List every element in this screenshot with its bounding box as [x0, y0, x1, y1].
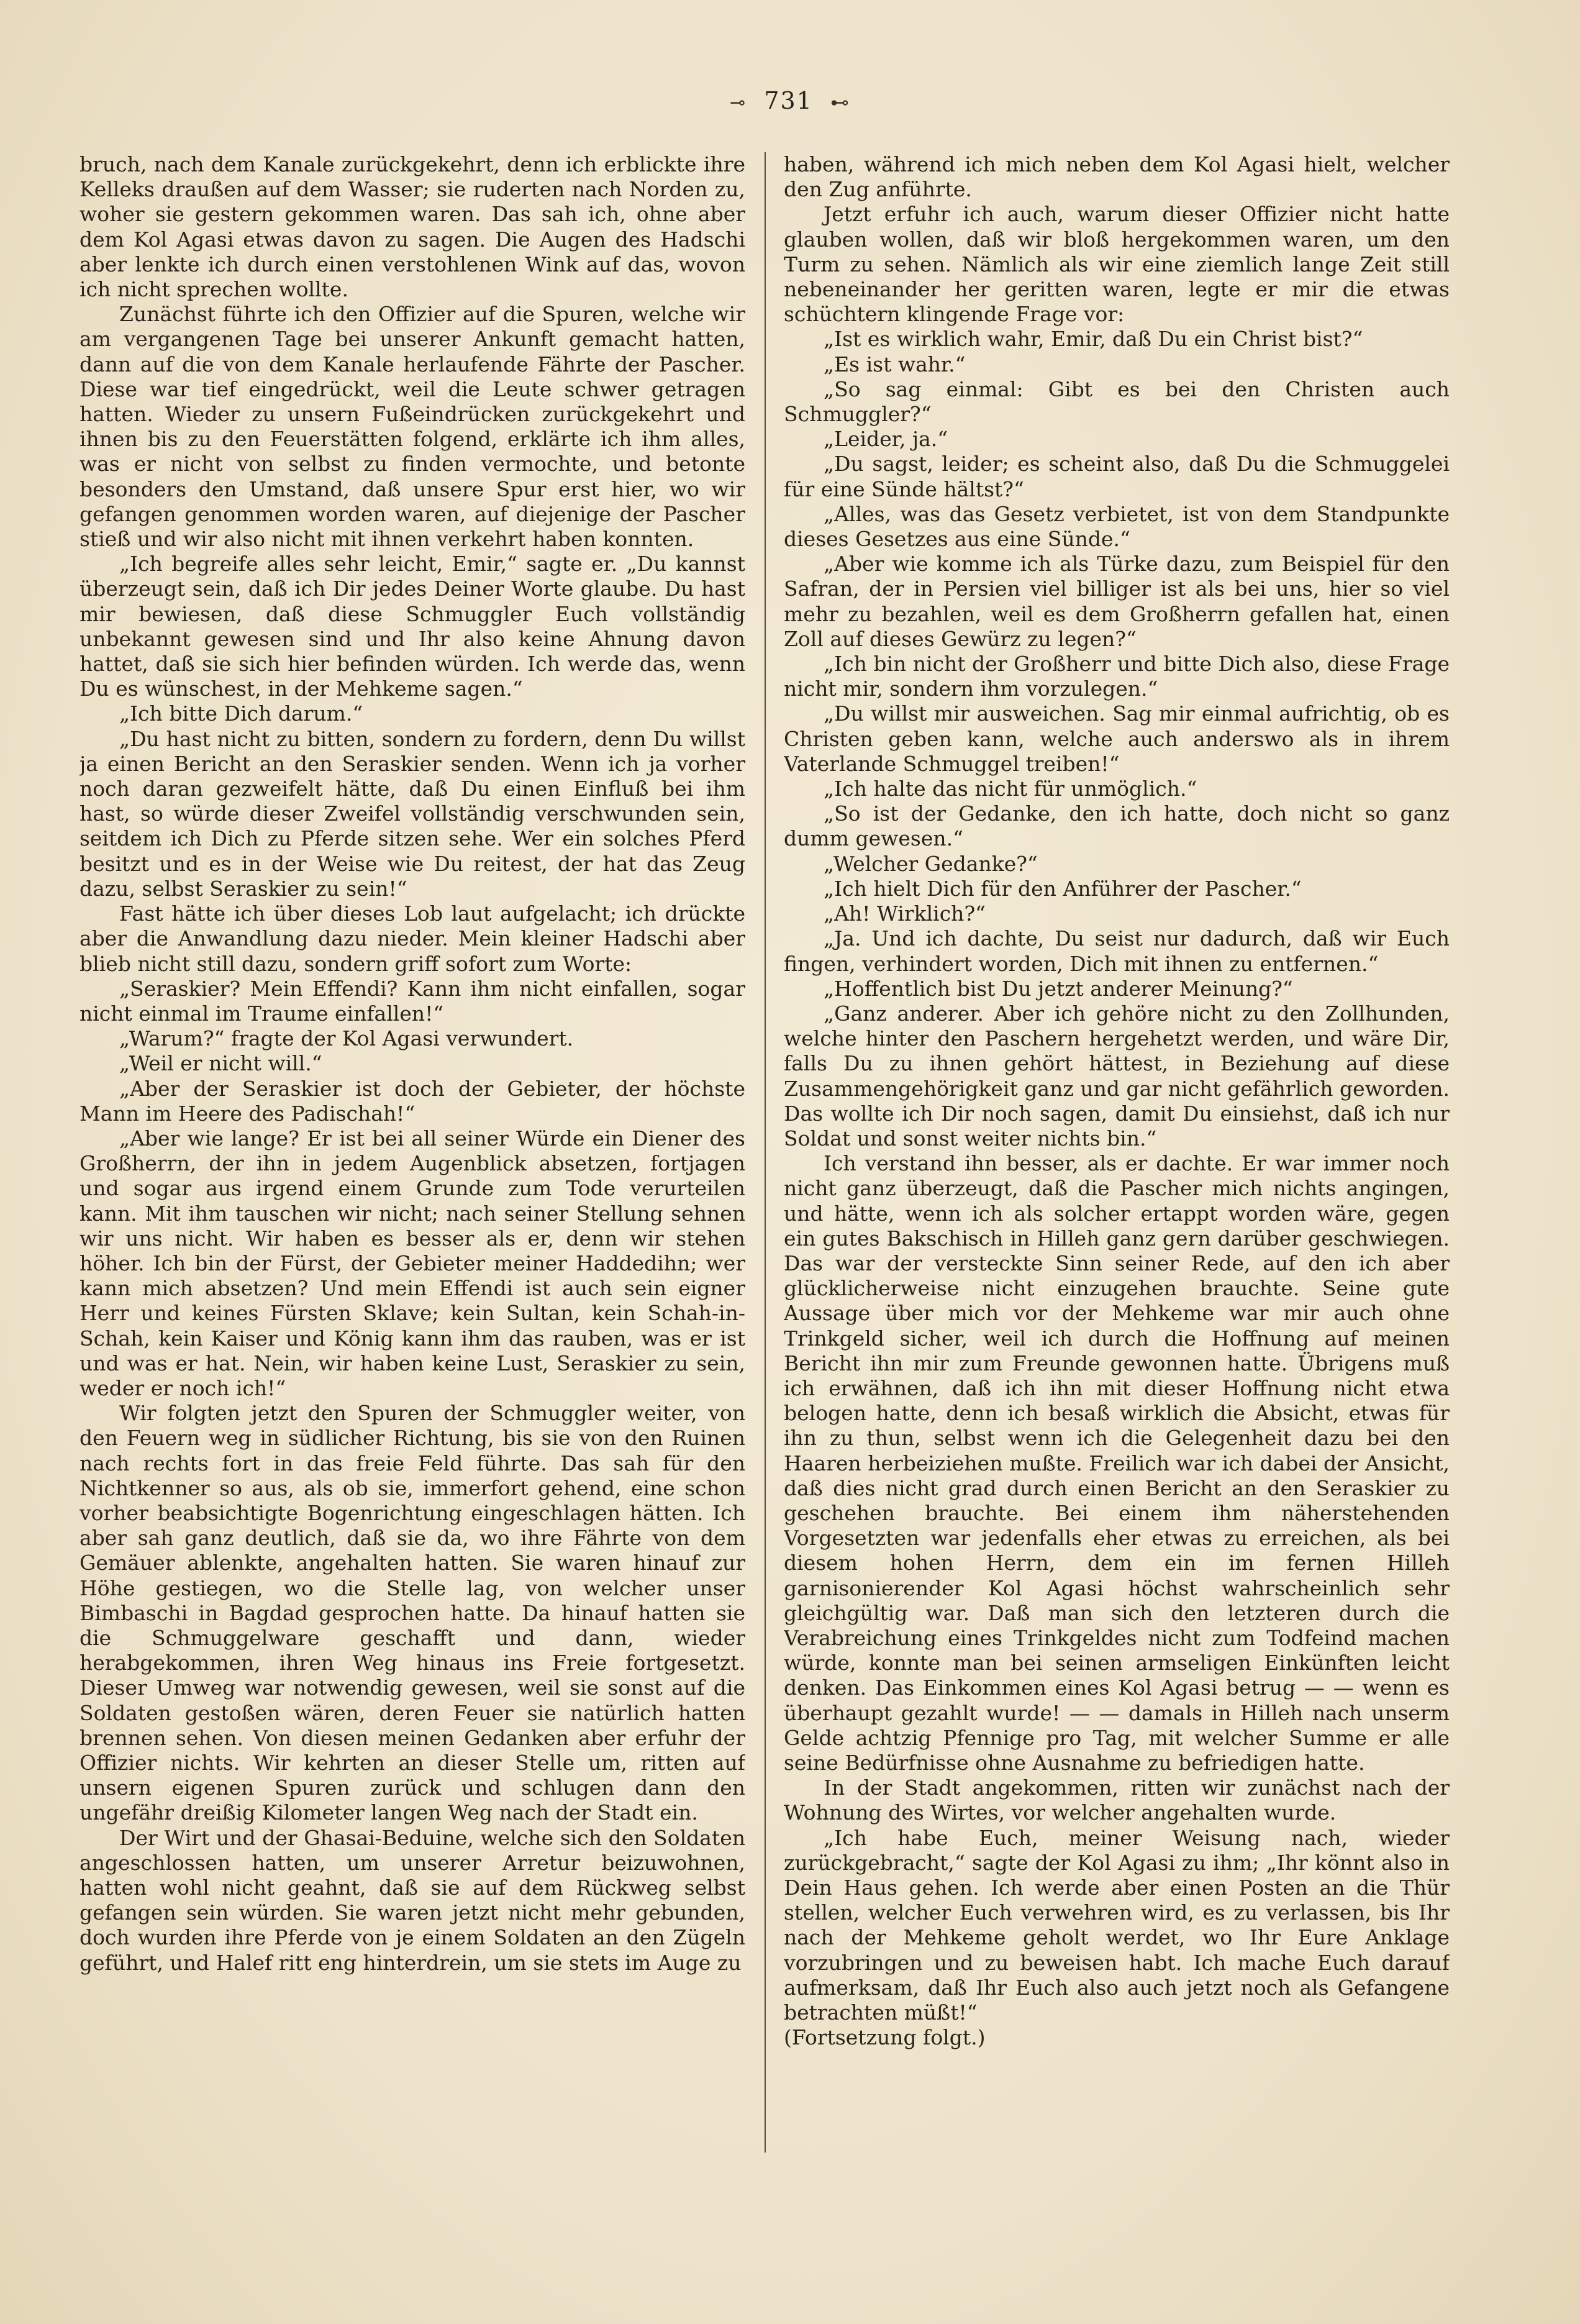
ornament-left-icon: ⊸ [729, 92, 747, 114]
paragraph: „Seraskier? Mein Effendi? Kann ihm nicht einfallen, sogar nicht einmal im Traume einfallen!“ [79, 976, 745, 1026]
paragraph: „Weil er nicht will.“ [119, 1051, 322, 1076]
paragraph: „Aber wie komme ich als Türke dazu, zum Beispiel für den Safran, der in Persien viel billiger ist als bei uns, hier so viel mehr zu bezahlen, weil es dem Großherrn gefallen hat, einen Zoll auf dieses Gewürz zu legen?“ [784, 552, 1450, 651]
paragraph: „Du hast nicht zu bitten, sondern zu fordern, denn Du willst ja einen Bericht an den Seraskier senden. Wenn ich ja vorher noch daran gezweifelt hätte, daß Du einen Einfluß bei ihm hast, so würde dieser Zweifel vollständig verschwunden sein, seitdem ich Dich zu Pferde sitzen sehe. Wer ein solches Pferd besitzt und es in der Weise wie Du reitest, der hat das Zeug dazu, selbst Seraskier zu sein!“ [79, 726, 745, 901]
paragraph: „Es ist wahr.“ [824, 352, 966, 376]
paragraph: „Du sagst, leider; es scheint also, daß Du die Schmuggelei für eine Sünde hältst?“ [784, 452, 1450, 501]
paragraph: „Aber wie lange? Er ist bei all seiner Würde ein Diener des Großherrn, der ihn in jedem Augenblick absetzen, fortjagen und sogar aus irgend einem Grunde zum Tode verurteilen kann. Mit ihm tauschen wir nicht; nach seiner Stellung sehnen wir uns nicht. Wir haben es besser als er, denn wir stehen höher. Ich bin der Fürst, der Gebieter meiner Haddedihn; wer kann mich absetzen? Und mein Effendi ist auch sein eigner Herr und keines Fürsten Sklave; kein Sultan, kein Schah-in-Schah, kein Kaiser und König kann ihm das rauben, was er ist und was er hat. Nein, wir haben keine Lust, Seraskier zu sein, weder er noch ich!“ [79, 1126, 745, 1400]
paragraph: „Ich bin nicht der Großherr und bitte Dich also, diese Frage nicht mir, sondern ihm vorzulegen.“ [784, 652, 1450, 701]
paragraph: „Leider, ja.“ [824, 427, 948, 452]
paragraph: „Ganz anderer. Aber ich gehöre nicht zu den Zollhunden, welche hinter den Paschern hergehetzt werden, und wäre Dir, falls Du zu ihnen gehört hättest, in Beziehung auf diese Zusammengehörigkeit ganz und gar nicht gefährlich geworden. Das wollte ich Dir noch sagen, damit Du einsiehst, daß ich nur Soldat und sonst weiter nichts bin.“ [784, 1001, 1450, 1151]
paragraph: „Ich bitte Dich darum.“ [119, 701, 363, 726]
paragraph: „Ich begreife alles sehr leicht, Emir,“ sagte er. „Du kannst überzeugt sein, daß ich Dir jedes Deiner Worte glaube. Du hast mir bewiesen, daß diese Schmuggler Euch vollständig unbekannt gewesen sind und Ihr also keine Ahnung davon hattet, daß sie sich hier befinden würden. Ich werde das, wenn Du es wünschest, in der Mehkeme sagen.“ [79, 552, 745, 701]
left-column [79, 152, 745, 2264]
paragraph: „Ich habe Euch, meiner Weisung nach, wieder zurückgebracht,“ sagte der Kol Agasi zu ihm; „Ihr könnt also in Dein Haus gehen. Ich werde aber einen Posten an die Thür stellen, welcher Euch verwehren wird, es zu verlassen, bis Ihr nach der Mehkeme geholt werdet, wo Ihr Eure Anklage vorzubringen und zu beweisen habt. Ich mache Euch darauf aufmerksam, daß Ihr Euch also auch jetzt noch als Gefangene betrachten müßt!“ [784, 1825, 1450, 2025]
paragraph: „Alles, was das Gesetz verbietet, ist von dem Standpunkte dieses Gesetzes aus eine Sünde.“ [784, 501, 1450, 552]
paragraph: „Du willst mir ausweichen. Sag mir einmal aufrichtig, ob es Christen geben kann, welche auch anderswo als in ihrem Vaterlande Schmuggel treiben!“ [784, 701, 1450, 776]
paragraph: „Welcher Gedanke?“ [824, 851, 1038, 876]
paragraph: Ich verstand ihn besser, als er dachte. Er war immer noch nicht ganz überzeugt, daß die Pascher mich nichts angingen, und hätte, wenn ich als solcher ertappt worden wäre, gegen ein gutes Bakschisch in Hilleh ganz gern darüber geschwiegen. Das war der versteckte Sinn seiner Rede, auf den ich aber glücklicherweise nicht einzugehen brauchte. Seine gute Aussage über mich vor der Mehkeme war mir auch ohne Trinkgeld sicher, weil ich durch die Hoffnung auf meinen Bericht ihn mir zum Freunde gewonnen hatte. Übrigens muß ich erwähnen, daß ich ihn mit dieser Hoffnung nicht etwa belogen hatte, denn ich besaß wirklich die Absicht, etwas für ihn zu thun, selbst wenn ich die Gelegenheit dazu bei den Haaren herbeiziehen mußte. Freilich war ich dabei der Ansicht, daß dies nicht grad durch einen Bericht an den Seraskier zu geschehen brauchte. Bei einem ihm näherstehenden Vorgesetzten war jedenfalls eher etwas zu erreichen, als bei diesem hohen Herrn, dem ein im fernen Hilleh garnisonierender Kol Agasi höchst wahrscheinlich sehr gleichgültig war. Daß man sich den letzteren durch die Verabreichung eines Trinkgeldes nicht zum Todfeind machen würde, konnte man bei seinen armseligen Einkünften leicht denken. Das Einkommen eines Kol Agasi betrug — — wenn es überhaupt gezahlt wurde! — — damals in Hilleh nach unserm Gelde achtzig Pfennige pro Tag, mit welcher Summe er alle seine Bedürfnisse ohne Ausnahme zu befriedigen hatte. [784, 1151, 1450, 1775]
page-header [0, 87, 1580, 114]
paragraph: bruch, nach dem Kanale zurückgekehrt, denn ich erblickte ihre Kelleks draußen auf dem Wasser; sie ruderten nach Norden zu, woher sie gestern gekommen waren. Das sah ich, ohne aber dem Kol Agasi etwas davon zu sagen. Die Augen des Hadschi aber lenkte ich durch einen verstohlenen Wink auf das, wovon ich nicht sprechen wollte. [79, 152, 745, 302]
paragraph: „Ja. Und ich dachte, Du seist nur dadurch, daß wir Euch fingen, verhindert worden, Dich mit ihnen zu entfernen.“ [784, 926, 1450, 976]
paragraph: haben, während ich mich neben dem Kol Agasi hielt, welcher den Zug anführte. [784, 152, 1450, 202]
paragraph: „So sag einmal: Gibt es bei den Christen auch Schmuggler?“ [784, 376, 1450, 427]
paragraph: „Ich hielt Dich für den Anführer der Pascher.“ [824, 876, 1302, 901]
paragraph: Wir folgten jetzt den Spuren der Schmuggler weiter, von den Feuern weg in südlicher Richtung, bis sie von den Ruinen nach rechts fort in das freie Feld führte. Das sah für den Nichtkenner so aus, als ob sie, immerfort gehend, eine schon vorher beabsichtigte Bogenrichtung eingeschlagen hätten. Ich aber sah ganz deutlich, daß sie da, wo ihre Fährte von dem Gemäuer ablenkte, angehalten hatten. Sie waren hinauf zur Höhe gestiegen, wo die Stelle lag, von welcher unser Bimbaschi in Bagdad gesprochen hatte. Da hinauf hatten sie die Schmuggelware geschafft und dann, wieder herabgekommen, ihren Weg hinaus ins Freie fortgesetzt. Dieser Umweg war notwendig gewesen, weil sie sonst auf die Soldaten gestoßen wären, deren Feuer sie natürlich hatten brennen sehen. Von diesen meinen Gedanken aber erfuhr der Offizier nichts. Wir kehrten an dieser Stelle um, ritten auf unsern eigenen Spuren zurück und schlugen dann den ungefähr dreißig Kilometer langen Weg nach der Stadt ein. [79, 1401, 745, 1825]
paragraph: „Hoffentlich bist Du jetzt anderer Meinung?“ [824, 976, 1293, 1001]
paragraph: In der Stadt angekommen, ritten wir zunächst nach der Wohnung des Wirtes, vor welcher angehalten wurde. [784, 1775, 1450, 1825]
paragraph: Fast hätte ich über dieses Lob laut aufgelacht; ich drückte aber die Anwandlung dazu nieder. Mein kleiner Hadschi aber blieb nicht still dazu, sondern griff sofort zum Worte: [79, 901, 745, 976]
paragraph: „Ich halte das nicht für unmöglich.“ [824, 777, 1197, 801]
paragraph: Zunächst führte ich den Offizier auf die Spuren, welche wir am vergangenen Tage bei unserer Ankunft gemacht hatten, dann auf die von dem Kanale herlaufende Fährte der Pascher. Diese war tief eingedrückt, weil die Leute schwer getragen hatten. Wieder zu unsern Fußeindrücken zurückgekehrt und ihnen bis zu den Feuerstätten folgend, erklärte ich ihm alles, was er nicht von selbst zu finden vermochte, und betonte besonders den Umstand, daß unsere Spur erst hier, wo wir gefangen genommen worden waren, auf diejenige der Pascher stieß und wir also nicht mit ihnen verkehrt haben konnten. [79, 302, 745, 552]
column-divider [765, 152, 766, 2153]
paragraph: „Ist es wirklich wahr, Emir, daß Du ein Christ bist?“ [824, 327, 1363, 352]
paragraph: Der Wirt und der Ghasai-Beduine, welche sich den Soldaten angeschlossen hatten, um unserer Arretur beizuwohnen, hatten wohl nicht geahnt, daß sie auf dem Rückweg selbst gefangen sein würden. Sie waren jetzt nicht mehr gebunden, doch wurden ihre Pferde von je einem Soldaten an den Zügeln geführt, und Halef ritt eng hinterdrein, um sie stets im Auge zu [79, 1825, 745, 1975]
page-number: 731 [764, 87, 813, 114]
continuation-note: (Fortsetzung folgt.) [784, 2025, 986, 2050]
paragraph: Jetzt erfuhr ich auch, warum dieser Offizier nicht hatte glauben wollen, daß wir bloß hergekommen waren, um den Turm zu sehen. Nämlich als wir eine ziemlich lange Zeit still nebeneinander her geritten waren, legte er mir die etwas schüchtern klingende Frage vor: [784, 202, 1450, 327]
paragraph: „Warum?“ fragte der Kol Agasi verwundert. [119, 1026, 574, 1051]
paragraph: „Ah! Wirklich?“ [824, 901, 986, 926]
ornament-right-icon: ⊷ [830, 92, 850, 114]
paragraph: „So ist der Gedanke, den ich hatte, doch nicht so ganz dumm gewesen.“ [784, 801, 1450, 851]
right-column [784, 152, 1450, 2264]
paragraph: „Aber der Seraskier ist doch der Gebieter, der höchste Mann im Heere des Padischah!“ [79, 1076, 745, 1126]
